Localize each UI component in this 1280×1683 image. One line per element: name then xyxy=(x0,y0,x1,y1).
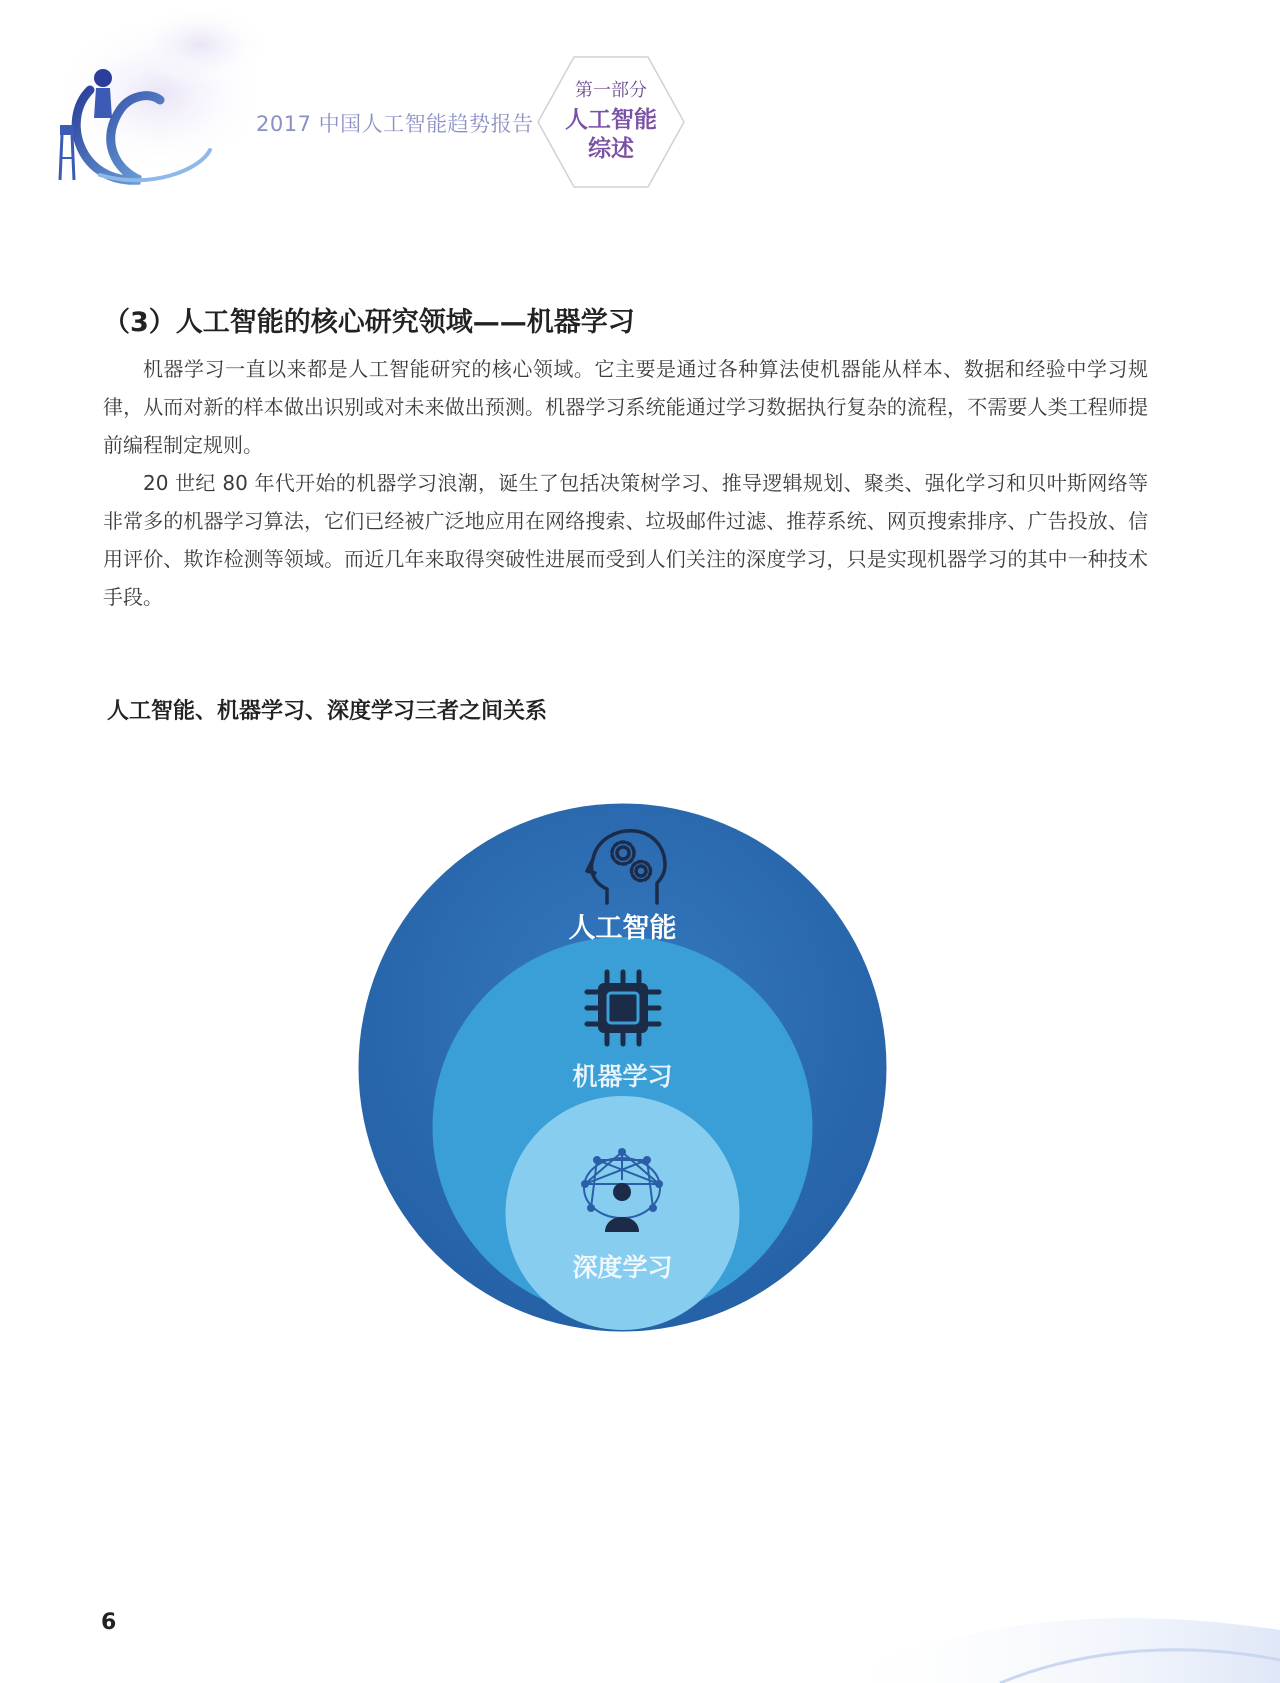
paragraph: 20 世纪 80 年代开始的机器学习浪潮，诞生了包括决策树学习、推导逻辑规划、聚类、强化学习和贝叶斯网络等非常多的机器学习算法，它们已经被广泛地应用在网络搜索、垃圾邮件过滤、推荐系统、网页搜索排序、广告投放、信用评价、欺诈检测等领域。而近几年来取得突破性进展而受到人们关注的深度学习，只是实现机器学习的其中一种技术手段。 xyxy=(103,471,1148,609)
footer-decoration xyxy=(820,1570,1280,1683)
page-number: 6 xyxy=(101,1610,117,1635)
section-label-line2: 综述 xyxy=(588,136,634,162)
outer-label: 人工智能 xyxy=(568,913,677,944)
part-label: 第一部分 xyxy=(575,80,647,101)
report-title: 2017 中国人工智能趋势报告 xyxy=(256,112,534,136)
header-illustration xyxy=(0,0,300,200)
section-badge xyxy=(536,80,686,164)
paragraph: 机器学习一直以来都是人工智能研究的核心领域。它主要是通过各种算法使机器能从样本、数据和经验中学习规律，从而对新的样本做出识别或对未来做出预测。机器学习系统能通过学习数据执行复杂的流程，不需要人类工程师提前编程制定规则。 xyxy=(103,357,1148,457)
section-heading: （3）人工智能的核心研究领域——机器学习 xyxy=(103,307,635,338)
middle-label: 机器学习 xyxy=(572,1062,673,1091)
figure-caption: 人工智能、机器学习、深度学习三者之间关系 xyxy=(107,699,548,724)
body-text xyxy=(103,350,1148,616)
inner-circle-dl xyxy=(506,1096,740,1330)
section-label-line1: 人工智能 xyxy=(565,107,657,133)
inner-label: 深度学习 xyxy=(572,1253,673,1282)
ai-ml-dl-diagram xyxy=(355,800,890,1335)
